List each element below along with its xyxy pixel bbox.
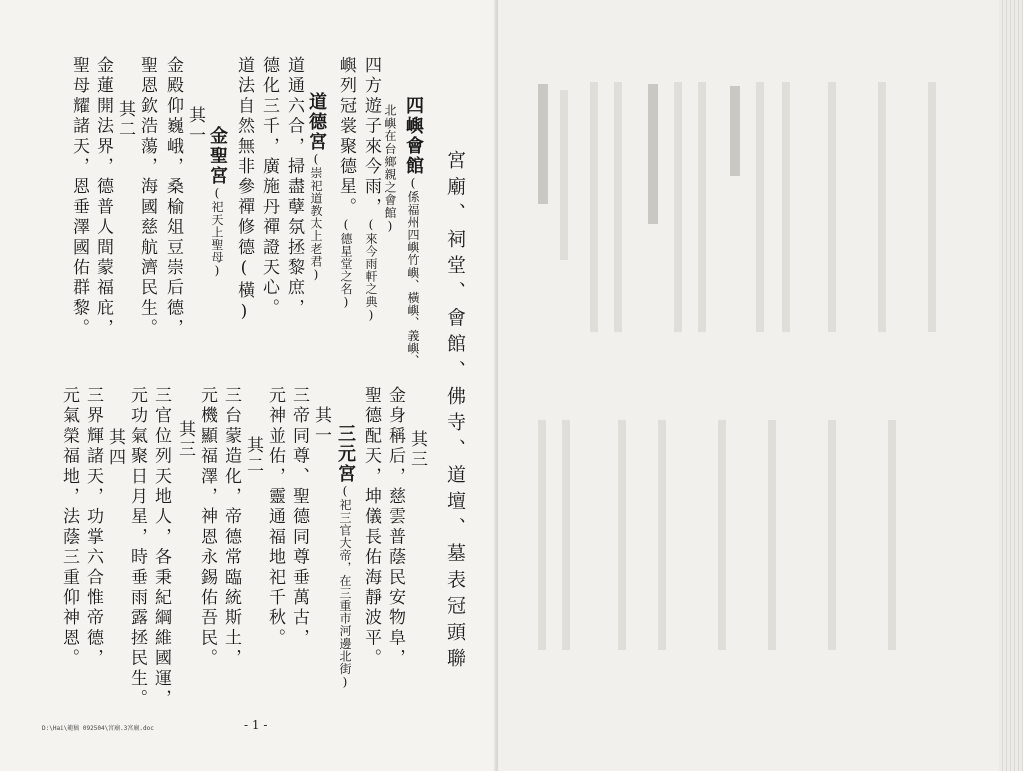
couplet-line: 元機顯福澤，神恩永錫佑吾民。 xyxy=(197,386,217,669)
bleed-mark xyxy=(648,84,658,224)
part-label: 其一 xyxy=(311,406,331,447)
section-heading-siyu: 四嶼會館(係福州四嶼竹嶼、橫嶼、義嶼、 xyxy=(403,96,424,367)
page-stack-edge xyxy=(999,0,1023,771)
section-heading-jinsheng: 金聖宮(祀天上聖母) xyxy=(207,126,228,279)
bleed-mark xyxy=(698,82,706,332)
part-label: 其二 xyxy=(115,100,135,141)
couplet-line: 道通六合，掃盡孽氛拯黎庶， xyxy=(284,56,304,319)
couplet-line: 元氣榮福地，法蔭三重仰神恩。 xyxy=(59,386,79,669)
couplet-line: 三官位列天地人，各秉紀綱維國運， xyxy=(151,386,171,710)
footer-file-path: D:\Hai\範稿 092504\宮廟.3宮廟.doc xyxy=(42,725,154,732)
bleed-mark xyxy=(562,420,570,650)
couplet-line: 四方遊子來今雨，(來今雨軒之典) xyxy=(361,56,381,323)
bleed-mark xyxy=(828,420,836,650)
couplet-line: 聖德配天，坤儀長佑海靜波平。 xyxy=(361,386,381,669)
part-label: 其三 xyxy=(175,420,195,461)
couplet-line: 金蓮開法界，德普人間蒙福庇， xyxy=(93,56,113,339)
bleed-mark xyxy=(674,82,682,332)
bleed-mark xyxy=(768,420,776,650)
bleed-mark xyxy=(928,82,936,332)
left-page xyxy=(0,0,498,771)
bleed-mark xyxy=(878,82,886,332)
couplet-line: 三帝同尊、聖德同尊垂萬古， xyxy=(289,386,309,649)
part-label: 其三 xyxy=(407,430,427,471)
bleed-mark xyxy=(538,420,546,650)
document-title: 宮廟、祠堂、會館、佛寺、道壇、墓表冠頭聯 xyxy=(444,150,466,674)
bleed-mark xyxy=(614,82,622,332)
bleed-mark xyxy=(590,82,598,332)
couplet-line: 三界輝諸天，功掌六合惟帝德， xyxy=(83,386,103,669)
bleed-mark xyxy=(560,90,568,260)
bleed-mark xyxy=(618,420,626,650)
bleed-mark xyxy=(658,420,666,650)
horizontal-scroll-line: 道法自然無非參禪修德(橫) xyxy=(234,56,254,325)
section-heading-daode: 道德宮(崇祀道教太上老君) xyxy=(306,92,327,282)
couplet-line: 嶼列冠裳聚德星。(德星堂之名) xyxy=(336,56,356,310)
section-heading-sanyuan: 三元宮(祀三官大帝，在三重市河邊北街) xyxy=(335,424,356,690)
couplet-line: 德化三千，廣施丹禪證天心。 xyxy=(259,56,279,319)
part-label: 其一 xyxy=(185,106,205,147)
right-page-bleedthrough xyxy=(498,0,1023,771)
couplet-line: 聖恩欽浩蕩，海國慈航濟民生。 xyxy=(137,56,157,339)
bleed-mark xyxy=(718,420,726,650)
bleed-mark xyxy=(538,84,548,204)
bleed-mark xyxy=(828,82,836,332)
couplet-line: 元神並佑，靈通福地祀千秋。 xyxy=(265,386,285,649)
bleed-mark xyxy=(782,82,790,332)
couplet-line: 元功氣聚日月星，時垂雨露拯民生。 xyxy=(127,386,147,710)
couplet-line: 金殿仰巍峨，桑榆俎豆崇后德， xyxy=(163,56,183,339)
couplet-line: 聖母耀諸天，恩垂澤國佑群黎。 xyxy=(69,56,89,339)
bleed-mark xyxy=(888,420,896,650)
couplet-line: 三台蒙造化，帝德常臨統斯土， xyxy=(221,386,241,669)
part-label: 其二 xyxy=(243,436,263,477)
couplet-line: 金身稱后，慈雲普蔭民安物阜， xyxy=(385,386,405,669)
bleed-mark xyxy=(756,82,764,332)
bleed-mark xyxy=(730,86,740,176)
section-note-siyu: 北嶼在台鄉親之會館) xyxy=(383,104,397,234)
page-number: - 1 - xyxy=(244,718,268,732)
part-label: 其四 xyxy=(105,428,125,469)
